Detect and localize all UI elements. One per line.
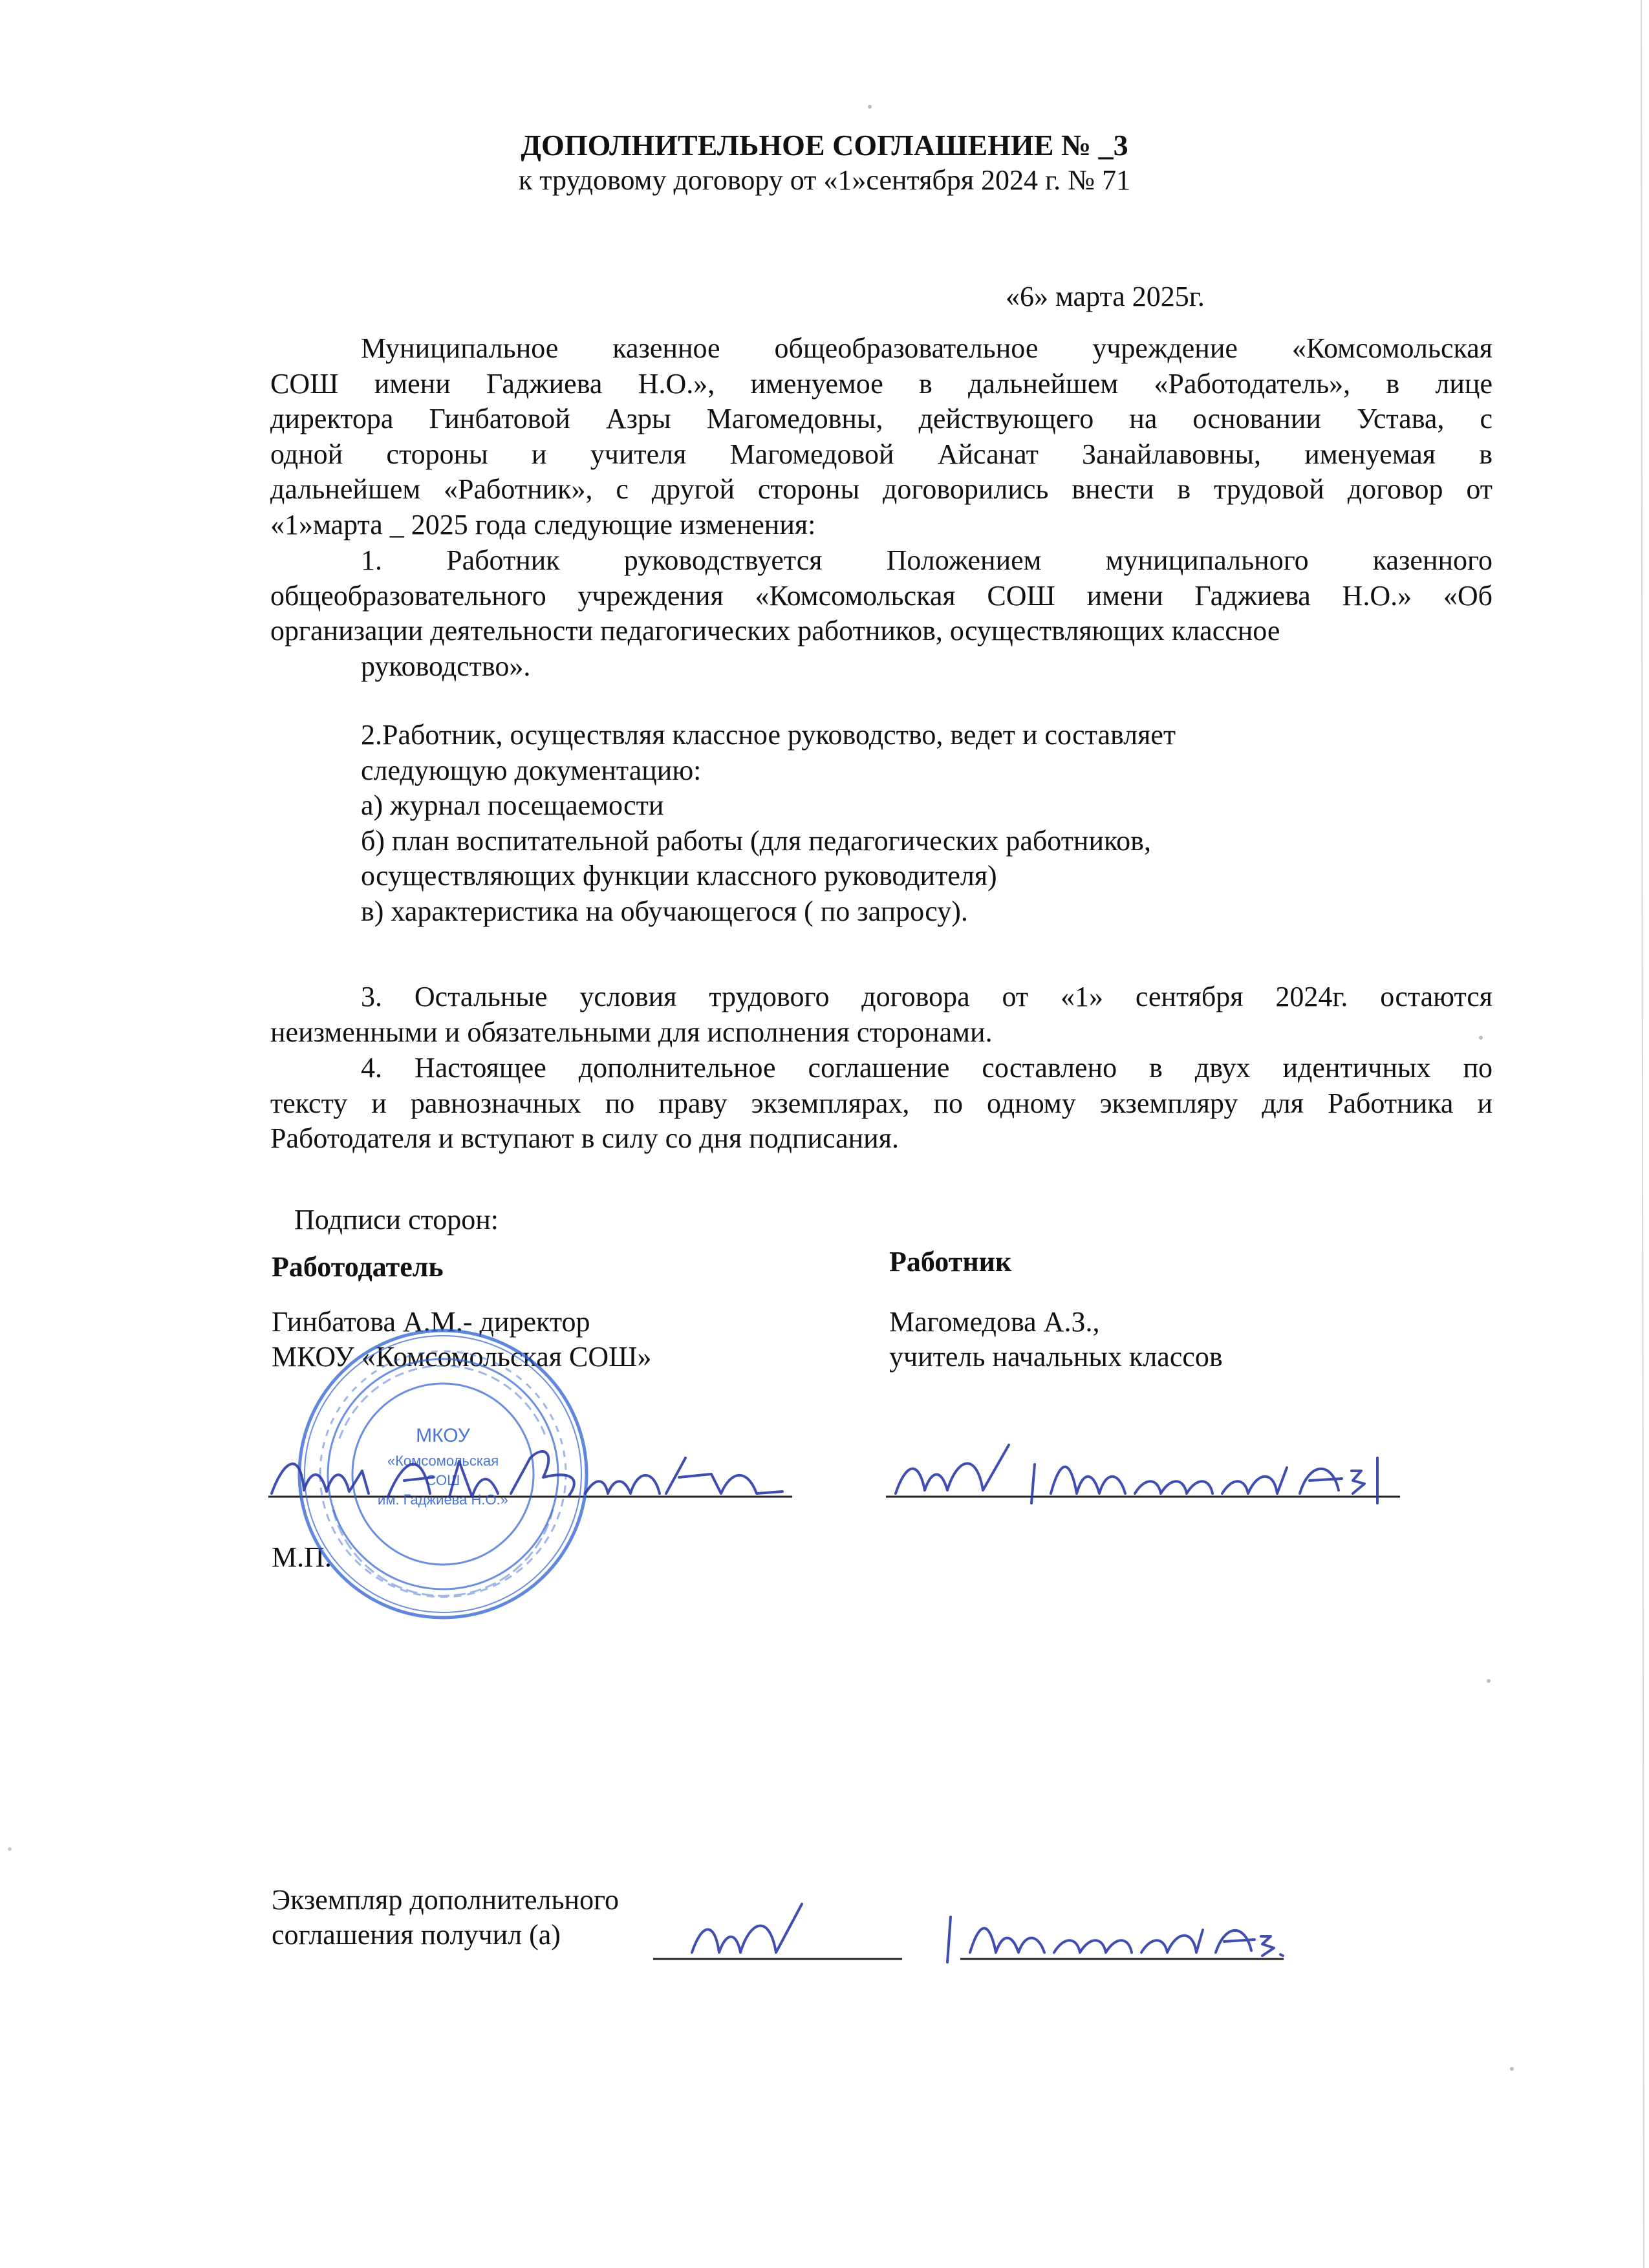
clause-line: а) журнал посещаемости xyxy=(361,789,664,821)
clause-line: 4. Настоящее дополнительное соглашение составлено в двух идентичных по xyxy=(361,1052,1493,1084)
employee-label: Работник xyxy=(889,1246,1012,1278)
intro-line: директора Гинбатовой Азры Магомедовны, действующего на основании Устава, с xyxy=(270,403,1493,434)
signatures-heading: Подписи сторон: xyxy=(294,1204,499,1236)
stamp-line: МКОУ xyxy=(416,1425,470,1446)
clause-line: организации деятельности педагогических работников, осуществляющих классное xyxy=(270,615,1280,647)
employer-mp: М.П. xyxy=(272,1541,332,1573)
employer-label: Работодатель xyxy=(272,1251,444,1283)
document-subtitle: к трудовому договору от «1»сентября 2024 г. № 71 xyxy=(518,164,1131,196)
clause-line: 3. Остальные условия трудового договора от «1» сентября 2024г. остаются xyxy=(361,981,1493,1012)
employee-name: Магомедова А.З., xyxy=(889,1306,1100,1338)
intro-line: одной стороны и учителя Магомедовой Айсанат Занайлавовны, именуемая в xyxy=(270,438,1493,470)
receipt-line-1: Экземпляр дополнительного xyxy=(272,1884,620,1916)
document-date: «6» марта 2025г. xyxy=(1006,281,1205,312)
clause-line: тексту и равнозначных по праву экземплярах, по одному экземпляру для Работника и xyxy=(270,1087,1493,1119)
clause-line: б) план воспитательной работы (для педагогических работников, xyxy=(361,824,1151,857)
clause-line: 2.Работник, осуществляя классное руководство, ведет и составляет xyxy=(361,719,1176,751)
intro-line: Муниципальное казенное общеобразовательное учреждение «Комсомольская xyxy=(361,332,1493,364)
clause-line: общеобразовательного учреждения «Комсомольская СОШ имени Гаджиева Н.О.» «Об xyxy=(270,579,1493,612)
clause-line: руководство». xyxy=(361,650,531,682)
stamp-line: им. Гаджиева Н.О.» xyxy=(378,1492,508,1508)
intro-line: дальнейшем «Работник», с другой стороны договорились внести в трудовой договор от xyxy=(270,473,1493,505)
stamp-line: «Комсомольская xyxy=(387,1453,499,1469)
document-title: ДОПОЛНИТЕЛЬНОЕ СОГЛАШЕНИЕ № _3 xyxy=(521,129,1128,162)
clause-line: следующую документацию: xyxy=(361,754,702,786)
receipt-line-2: соглашения получил (а) xyxy=(272,1919,561,1951)
intro-line: «1»марта _ 2025 года следующие изменения: xyxy=(270,508,816,540)
employer-name: Гинбатова А.М.- директор xyxy=(272,1306,590,1338)
employer-org: МКОУ «Комсомольская СОШ» xyxy=(272,1341,652,1373)
clause-line: осуществляющих функции классного руководителя) xyxy=(361,860,997,892)
clause-line: 1. Работник руководствуется Положением муниципального казенного xyxy=(361,544,1493,576)
employee-position: учитель начальных классов xyxy=(889,1341,1223,1373)
clause-line: в) характеристика на обучающегося ( по запросу). xyxy=(361,895,968,927)
stamp-line: СОШ xyxy=(426,1472,460,1488)
clause-line: Работодателя и вступают в силу со дня подписания. xyxy=(270,1122,899,1154)
clause-line: неизменными и обязательными для исполнения сторонами. xyxy=(270,1016,993,1048)
intro-line: СОШ имени Гаджиева Н.О.», именуемое в дальнейшем «Работодатель», в лице xyxy=(270,367,1493,400)
